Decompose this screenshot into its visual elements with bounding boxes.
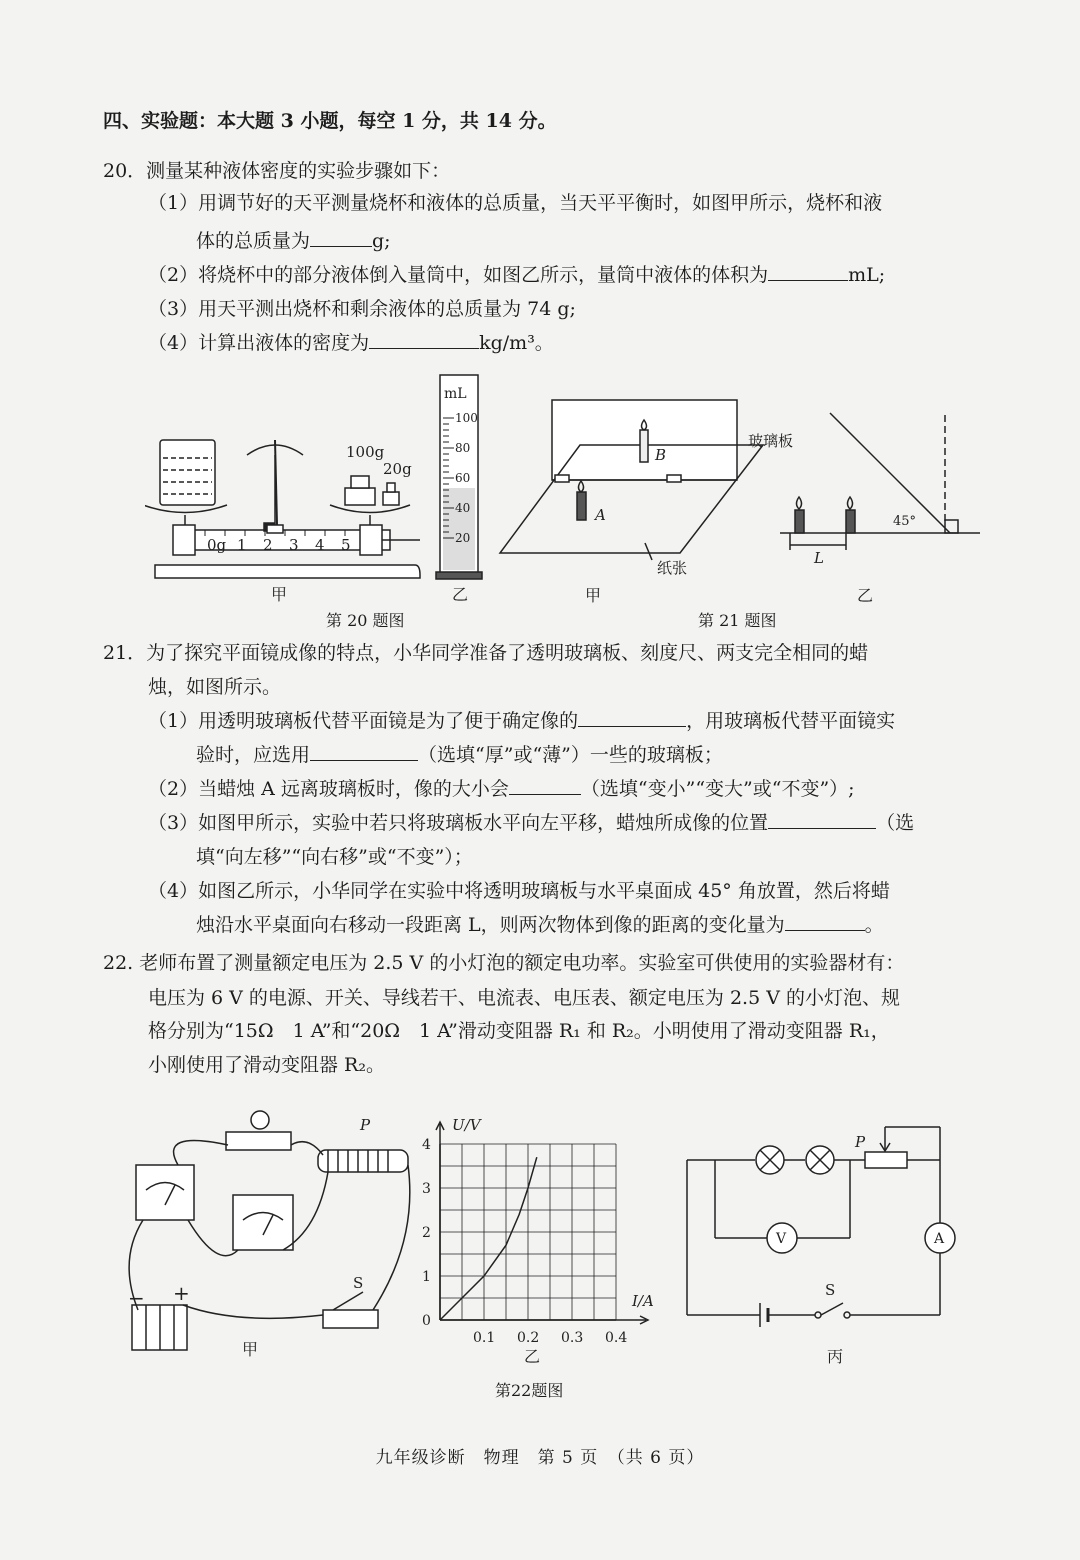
answer-blank[interactable]: [310, 228, 372, 247]
cylinder-tick: 100: [455, 411, 478, 425]
x-tick-label: 0.1: [473, 1330, 496, 1346]
rheostat-P-label: P: [360, 1116, 371, 1134]
voltmeter-symbol-label: V: [776, 1231, 787, 1247]
answer-blank[interactable]: [310, 742, 418, 761]
y-tick-label: 1: [422, 1269, 431, 1285]
section-heading: 四、实验题：本大题 3 小题，每空 1 分，共 14 分。: [103, 110, 557, 132]
y-tick-label: 4: [422, 1137, 431, 1153]
page-footer: 九年级诊断 物理 第 5 页 （共 6 页）: [375, 1448, 705, 1468]
fig22-jia-label: 甲: [242, 1340, 259, 1359]
fig21-caption: 第 21 题图: [698, 611, 777, 630]
fig22-jia-circuit: [118, 1110, 418, 1360]
q21-part4-text: 烛沿水平桌面向右移动一段距离 L，则两次物体到像的距离的变化量为: [196, 914, 785, 936]
scale-tick: 1: [237, 536, 247, 554]
q20-part4-text: （4）计算出液体的密度为: [148, 332, 370, 354]
fig21-jia: [495, 395, 765, 610]
label-paper: 纸张: [657, 559, 688, 577]
scale-tick: 5: [341, 536, 351, 554]
y-tick-label: 0: [422, 1313, 431, 1329]
label-B: B: [655, 446, 667, 464]
q21-part1b-text: 验时，应选用: [196, 744, 311, 766]
cylinder-unit: mL: [444, 386, 467, 402]
battery-plus: +: [173, 1281, 190, 1305]
q21-part3-text-after: （选: [876, 812, 915, 834]
y-tick-label: 3: [422, 1181, 431, 1197]
scale-tick: 0g: [207, 536, 227, 554]
q22-line4: 小刚使用了滑动变阻器 R₂。: [148, 1054, 385, 1076]
x-tick-label: 0.3: [561, 1330, 584, 1346]
q20-part3: （3）用天平测出烧杯和剩余液体的总质量为 74 g;: [148, 298, 576, 320]
fig21-yi: [770, 405, 990, 605]
q21-part2-text-after: （选填“变小”“变大”或“不变”）;: [580, 778, 855, 800]
weight-100g-label: 100g: [346, 443, 385, 461]
angle-45: 45°: [893, 514, 917, 529]
q20-part2-unit: mL;: [848, 264, 886, 286]
q20-stem: 20．测量某种液体密度的实验步骤如下：: [103, 160, 451, 182]
q21-part1-text-after: ，用玻璃板代替平面镜实: [686, 710, 896, 732]
answer-blank[interactable]: [768, 810, 876, 829]
fig20-caption: 第 20 题图: [326, 611, 405, 630]
q20-part4: [148, 330, 554, 356]
answer-blank[interactable]: [785, 912, 865, 931]
q21-part1-line2: [196, 742, 723, 768]
q21-part4-line1: （4）如图乙所示，小华同学在实验中将透明玻璃板与水平桌面成 45° 角放置，然后将蜡: [148, 880, 890, 902]
battery-minus: −: [128, 1286, 145, 1310]
cylinder-tick: 40: [455, 501, 471, 515]
q21-part2: [148, 776, 855, 802]
q20-part1-line2: [196, 228, 391, 254]
q21-part3-text: （3）如图甲所示，实验中若只将玻璃板水平向左平移，蜡烛所成像的位置: [148, 812, 769, 834]
q21-part3-line2: 填“向左移”“向右移”或“不变”）；: [196, 846, 473, 868]
cylinder-tick: 80: [455, 441, 471, 455]
q21-stem-line1: 21．为了探究平面镜成像的特点，小华同学准备了透明玻璃板、刻度尺、两支完全相同的蜡: [103, 642, 869, 664]
scale-tick: 4: [315, 536, 325, 554]
scale-tick: 3: [289, 536, 299, 554]
cylinder-tick: 60: [455, 471, 471, 485]
answer-blank[interactable]: [578, 708, 686, 727]
fig21-yi-label: 乙: [857, 586, 874, 605]
q22-line2: 电压为 6 V 的电源、开关、导线若干、电流表、电压表、额定电压为 2.5 V 的小灯泡、规: [148, 987, 900, 1009]
fig22-bing-label: 丙: [827, 1347, 844, 1365]
y-tick-label: 2: [422, 1225, 431, 1241]
q21-part1-text: （1）用透明玻璃板代替平面镜是为了便于确定像的: [148, 710, 579, 732]
q22-line1: 22. 老师布置了测量额定电压为 2.5 V 的小灯泡的额定电功率。实验室可供使用的实验器材有：: [103, 952, 905, 974]
fig20-yi-label: 乙: [452, 585, 469, 604]
chart-ylabel: U/V: [452, 1116, 481, 1134]
q21-part4-line2: [196, 912, 884, 938]
x-tick-label: 0.2: [517, 1330, 540, 1346]
switch-S-label: S: [353, 1274, 364, 1292]
ui-curve: [440, 1157, 537, 1320]
q21-part4-text-after: 。: [864, 914, 884, 936]
scale-tick: 2: [263, 536, 273, 554]
q20-part4-unit: kg/m³。: [479, 332, 554, 354]
q20-part1-line1: （1）用调节好的天平测量烧杯和液体的总质量，当天平平衡时，如图甲所示，烧杯和液: [148, 192, 883, 214]
q21-part1b-text-after: （选填“厚”或“薄”）一些的玻璃板；: [418, 744, 723, 766]
fig22-yi-chart: [410, 1110, 670, 1370]
q20-part1-text: 体的总质量为: [196, 230, 311, 252]
weight-20g-label: 20g: [383, 460, 412, 478]
answer-blank[interactable]: [768, 262, 848, 281]
schematic-S-label: S: [825, 1281, 836, 1299]
fig22-yi-label: 乙: [524, 1347, 541, 1366]
q21-stem-line2: 烛，如图所示。: [148, 676, 282, 698]
q20-part1-unit: g;: [372, 230, 391, 252]
label-A: A: [595, 506, 606, 524]
fig20-balance: [145, 380, 435, 610]
fig22-caption: 第22题图: [495, 1381, 564, 1400]
fig22-bing-schematic: [675, 1115, 975, 1365]
dist-L: L: [814, 549, 824, 567]
q20-part2: [148, 262, 885, 288]
answer-blank[interactable]: [509, 776, 581, 795]
label-glass: 玻璃板: [748, 432, 794, 450]
fig20-cylinder: [430, 370, 490, 610]
q21-part3-line1: [148, 810, 914, 836]
q20-part2-text: （2）将烧杯中的部分液体倒入量筒中，如图乙所示，量筒中液体的体积为: [148, 264, 769, 286]
schematic-P-label: P: [855, 1133, 866, 1151]
x-tick-label: 0.4: [605, 1330, 628, 1346]
q21-part1-line1: [148, 708, 895, 734]
cylinder-tick: 20: [455, 531, 471, 545]
chart-xlabel: I/A: [632, 1292, 654, 1310]
q21-part2-text: （2）当蜡烛 A 远离玻璃板时，像的大小会: [148, 778, 509, 800]
ammeter-symbol-label: A: [934, 1231, 945, 1247]
q22-line3: 格分别为“15Ω 1 A”和“20Ω 1 A”滑动变阻器 R₁ 和 R₂。小明使用了滑动变阻器 R₁，: [148, 1020, 890, 1042]
fig20-jia-label: 甲: [271, 585, 288, 604]
answer-blank[interactable]: [369, 330, 479, 349]
fig21-jia-label: 甲: [585, 586, 602, 605]
